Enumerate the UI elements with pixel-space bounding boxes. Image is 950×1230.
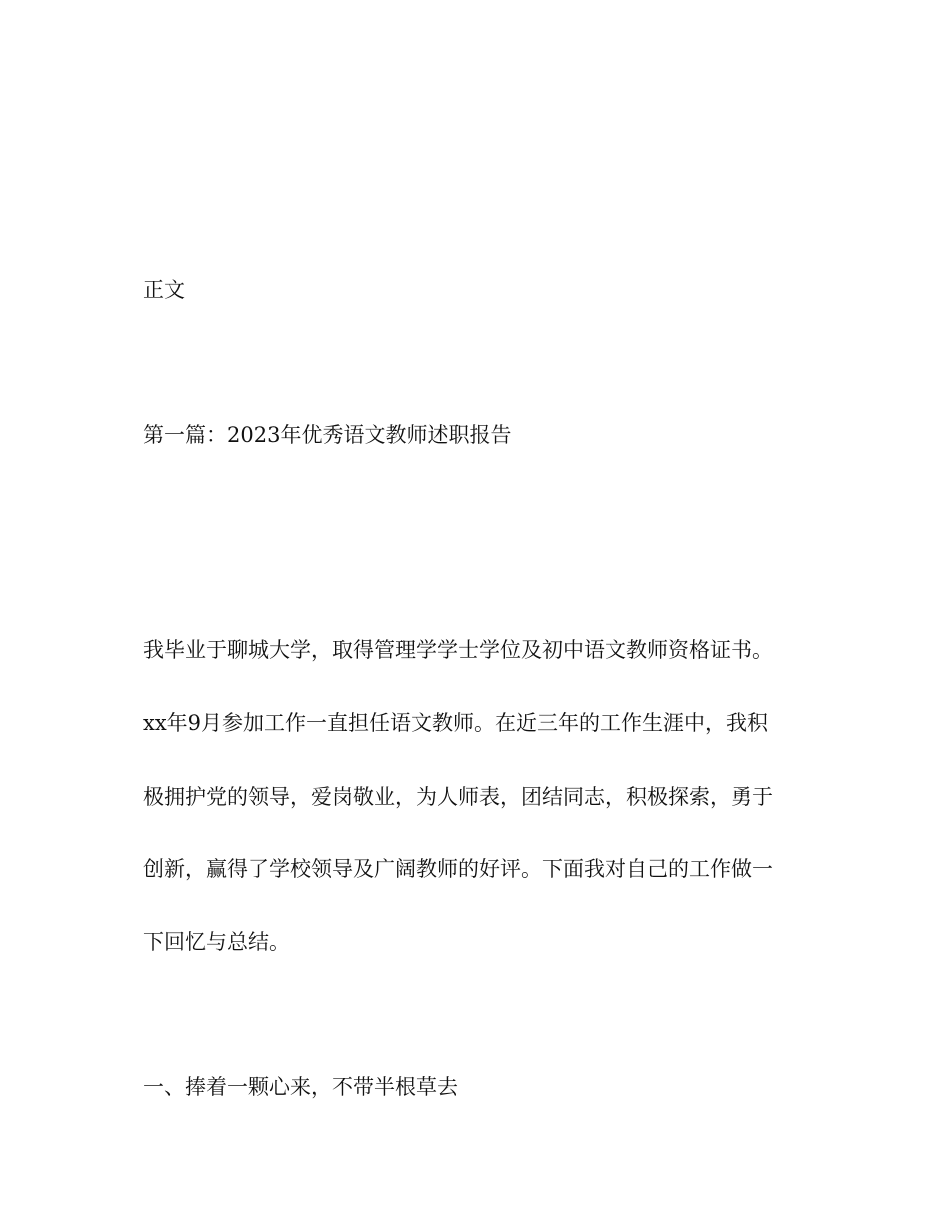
paragraph-line: 极拥护党的领导，爱岗敬业，为人师表，团结同志，积极探索，勇于	[143, 785, 773, 809]
paragraph-line: 下回忆与总结。	[143, 930, 290, 954]
document-title: 第一篇：2023年优秀语文教师述职报告	[143, 423, 512, 447]
section-label: 正文	[143, 278, 185, 302]
section-heading: 一、捧着一颗心来，不带半根草去	[143, 1075, 458, 1099]
paragraph-line: 创新，赢得了学校领导及广阔教师的好评。下面我对自己的工作做一	[143, 857, 773, 881]
paragraph-line: xx年9月参加工作一直担任语文教师。在近三年的工作生涯中，我积	[143, 711, 769, 735]
paragraph-line: 我毕业于聊城大学，取得管理学学士学位及初中语文教师资格证书。	[143, 638, 773, 662]
